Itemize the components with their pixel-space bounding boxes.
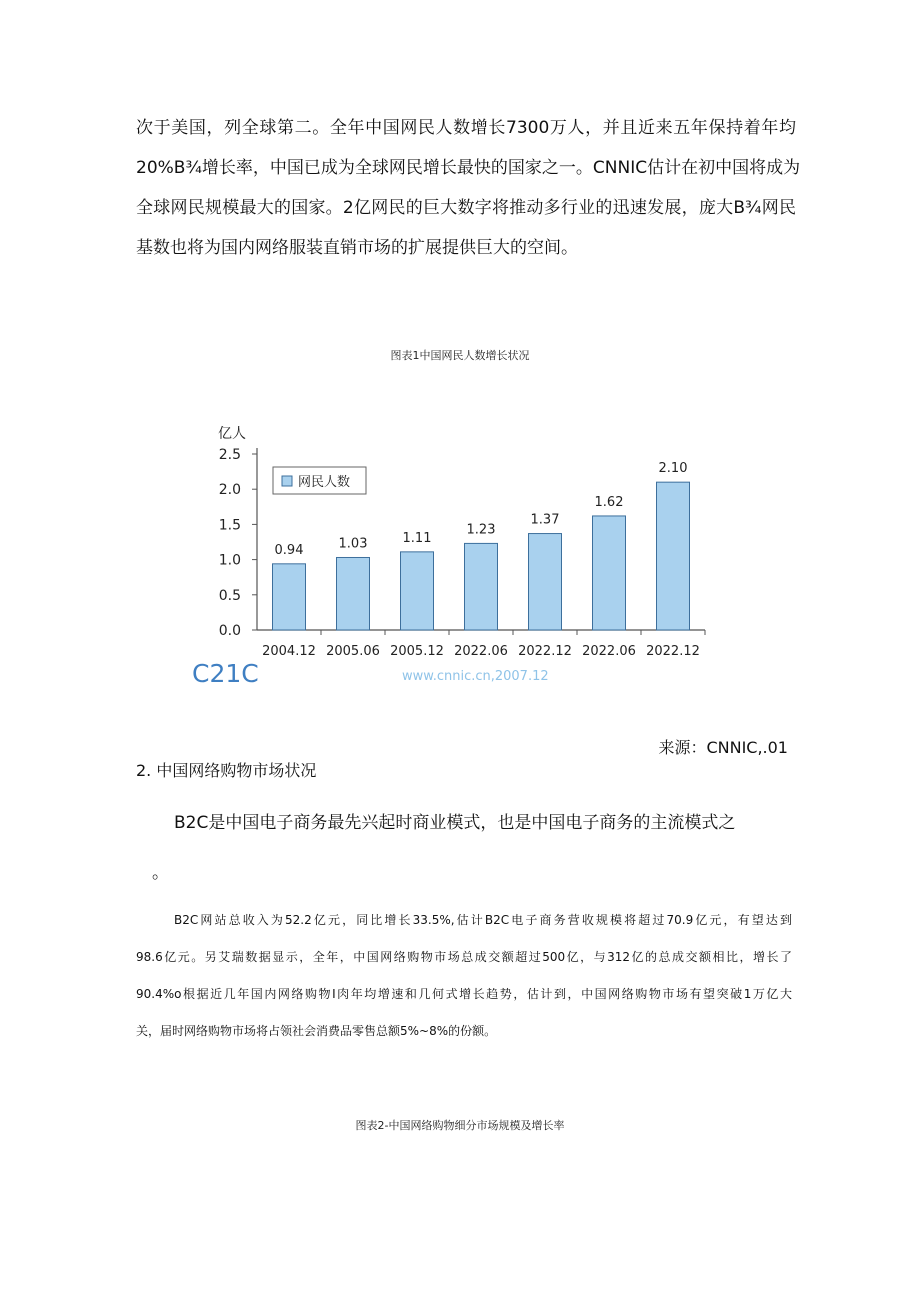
legend-swatch (282, 476, 292, 486)
paragraph-line: 全球网民规模最大的国家。2亿网民的巨大数字将推动多行业的迅速发展，庞大B¾网民 (136, 198, 796, 218)
x-tick-label: 2022.06 (582, 644, 636, 659)
x-tick-label: 2004.12 (262, 644, 316, 659)
x-tick-label: 2022.12 (646, 644, 700, 659)
bar (273, 564, 306, 630)
paragraph-line: 90.4%o根据近几年国内网络购物I肉年均增速和几何式增长趋势，估计到，中国网络购物市场有望突破1万亿大 (136, 987, 792, 1001)
y-axis-label: 亿人 (218, 426, 246, 442)
paragraph-line: 关，届时网络购物市场将占领社会消费品零售总额5%~8%的份额。 (136, 1024, 497, 1038)
paragraph-line: 20%B¾增长率，中国已成为全球网民增长最快的国家之一。CNNIC估计在初中国将成为 (136, 158, 801, 178)
legend-label: 网民人数 (298, 475, 351, 490)
b2c-paragraph-end: 。 (152, 863, 169, 883)
y-tick-label: 1.5 (218, 517, 241, 534)
bar-value-label: 1.23 (466, 522, 496, 538)
paragraph-line: B2C网站总收入为52.2亿元，同比增长33.5%,估计B2C电子商务营收规模将超过70.9亿元，有望达到 (174, 913, 792, 927)
x-tick-label: 2022.12 (518, 644, 572, 659)
y-tick-label: 2.5 (218, 447, 241, 463)
bar (465, 543, 498, 630)
paragraph-line: 98.6亿元。另艾瑞数据显示，全年，中国网络购物市场总成交额超过500亿，与312亿的总成交额相比，增长了 (136, 950, 792, 964)
source-note: 来源：CNNIC,.01 (658, 738, 788, 757)
x-tick-label: 2022.06 (454, 644, 508, 659)
intro-paragraph (136, 108, 801, 268)
b2c-revenue-paragraph (136, 902, 792, 1050)
bar-value-label: 1.03 (338, 536, 368, 552)
y-tick-label: 0.5 (218, 587, 241, 604)
section-heading: 2. 中国网络购物市场状况 (136, 761, 317, 780)
bar-value-label: 2.10 (658, 461, 688, 477)
bar (657, 482, 690, 630)
bar-value-label: 1.37 (530, 512, 560, 528)
bar (401, 552, 434, 630)
bar-value-label: 0.94 (274, 542, 304, 558)
bar-value-label: 1.11 (402, 530, 432, 546)
bar (529, 534, 562, 630)
y-tick-label: 1.0 (218, 552, 241, 569)
x-tick-label: 2005.06 (326, 644, 380, 659)
x-tick-label: 2005.12 (390, 644, 444, 659)
paragraph-line: 基数也将为国内网络服装直销市场的扩展提供巨大的空间。 (136, 238, 578, 258)
y-tick-label: 0.0 (218, 623, 241, 639)
bar (337, 557, 370, 630)
paragraph-line: 次于美国，列全球第二。全年中国网民人数增长7300万人，并且近来五年保持着年均 (136, 118, 796, 138)
y-tick-label: 2.0 (218, 482, 241, 499)
bar-value-label: 1.62 (594, 494, 624, 510)
bar (593, 516, 626, 630)
logo-watermark: C21C (192, 659, 259, 688)
b2c-paragraph-line: B2C是中国电子商务最先兴起时商业模式，也是中国电子商务的主流模式之 (174, 813, 736, 833)
figure-1-caption: 图表1中国网民人数增长状况 (390, 349, 530, 362)
netizen-growth-bar-chart (190, 420, 730, 690)
url-watermark: www.cnnic.cn,2007.12 (402, 669, 549, 684)
figure-2-caption: 图表2-中国网络购物细分市场规模及增长率 (355, 1119, 565, 1132)
